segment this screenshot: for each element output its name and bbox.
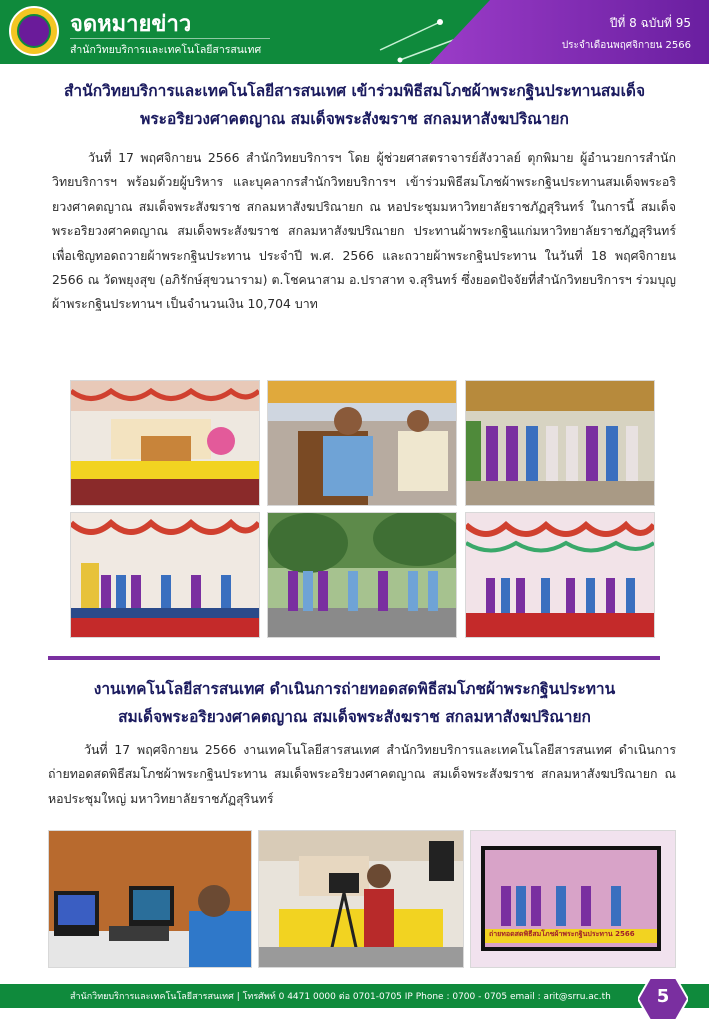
photo-live-screen bbox=[470, 830, 676, 968]
article1-headline-line1: สำนักวิทยบริการและเทคโนโลยีสารสนเทศ เข้าร่วมพิธีสมโภชผ้าพระกฐินประทานสมเด็จ bbox=[63, 82, 646, 100]
newsletter-subtitle: สำนักวิทยบริการและเทคโนโลยีสารสนเทศ bbox=[70, 38, 270, 58]
page-number: 5 bbox=[656, 986, 670, 1007]
photo-stage-decoration bbox=[70, 380, 260, 506]
footer-contact: สำนักวิทยบริการและเทคโนโลยีสารสนเทศ | โทรศัพท์ 0 4471 0000 ต่อ 0701-0705 IP Phone : 0700 - 0705 email : arit@srru.ac.th bbox=[70, 992, 611, 1002]
article1-body bbox=[52, 146, 676, 317]
photo-camera-operator bbox=[258, 830, 464, 968]
issue-number: ปีที่ 8 ฉบับที่ 95 bbox=[609, 16, 691, 30]
article2-headline-line2: สมเด็จพระอริยวงศาคตญาณ สมเด็จพระสังฆราช สกลมหาสังฆปริณายก bbox=[118, 708, 591, 726]
article2-body bbox=[48, 738, 676, 811]
photo-group-portrait bbox=[465, 380, 655, 506]
article2-body-text: วันที่ 17 พฤศจิกายน 2566 งานเทคโนโลยีสารสนเทศ สำนักวิทยบริการและเทคโนโลยีสารสนเทศ ดำเนินการถ่ายทอดสดพิธีสมโภชผ้าพระกฐินประทาน สมเด็จพระอริยวงศาคตญาณ สมเด็จพระสังฆราช สกลมหาสังฆปริณายก ณ หอประชุมใหญ่ มหาวิทยาลัยราชภัฏสุรินทร์ bbox=[48, 742, 676, 806]
section-divider bbox=[48, 656, 660, 660]
photo-group-stage-2 bbox=[465, 512, 655, 638]
live-screen-caption: ถ่ายทอดสดพิธีสมโภชผ้าพระกฐินประทาน 2566 bbox=[489, 930, 635, 938]
article2-headline-line1: งานเทคโนโลยีสารสนเทศ ดำเนินการถ่ายทอดสดพิธีสมโภชผ้าพระกฐินประทาน bbox=[93, 680, 616, 698]
article1-headline-line2: พระอริยวงศาคตญาณ สมเด็จพระสังฆราช สกลมหาสังฆปริณายก bbox=[140, 110, 569, 128]
issue-date: ประจำเดือนพฤศจิกายน 2566 bbox=[561, 40, 691, 51]
photo-group-outdoor bbox=[267, 512, 457, 638]
photo-broadcast-control bbox=[48, 830, 252, 968]
article1-body-text: วันที่ 17 พฤศจิกายน 2566 สำนักวิทยบริการฯ โดย ผู้ช่วยศาสตราจารย์สังวาลย์ ตุกพิมาย ผู้อำนวยการสำนักวิทยบริการฯ พร้อมด้วยผู้บริหาร และบุคลากรสำนักวิทยบริการฯ เข้าร่วมพิธีสมโภชผ้าพระกฐินประทานสมเด็จพระอริยวงศาคตญาณ สมเด็จพระสังฆราช สกลมหาสังฆปริณายก ณ หอประชุมมหาวิทยาลัยราชภัฏสุรินทร์ ในการนี้ สมเด็จพระอริยวงศาคตญาณ สมเด็จพระสังฆราช สกลมหาสังฆปริณายก ประทานผ้าพระกฐินแก่มหาวิทยาลัยราชภัฏสุรินทร์เพื่อเชิญทอดถวายผ้าพระกฐินประทาน ประจำปี พ.ศ. 2566 และถวายผ้าพระกฐินประทาน ในวันที่ 18 พฤศจิกายน 2566 ณ วัดพยุงสุข (อภิรักษ์สุขวนาราม) ต.โชคนาสาม อ.ปราสาท จ.สุรินทร์ ซึ่งยอดปัจจัยที่สำนักวิทยบริการฯ ร่วมบุญผ้าพระกฐินประทานฯ เป็นจำนวนเงิน 10,704 บาท bbox=[52, 150, 676, 312]
university-logo bbox=[9, 6, 59, 56]
photo-seated-attendee bbox=[267, 380, 457, 506]
newsletter-title: จดหมายข่าว bbox=[70, 12, 192, 37]
photo-group-stage-1 bbox=[70, 512, 260, 638]
